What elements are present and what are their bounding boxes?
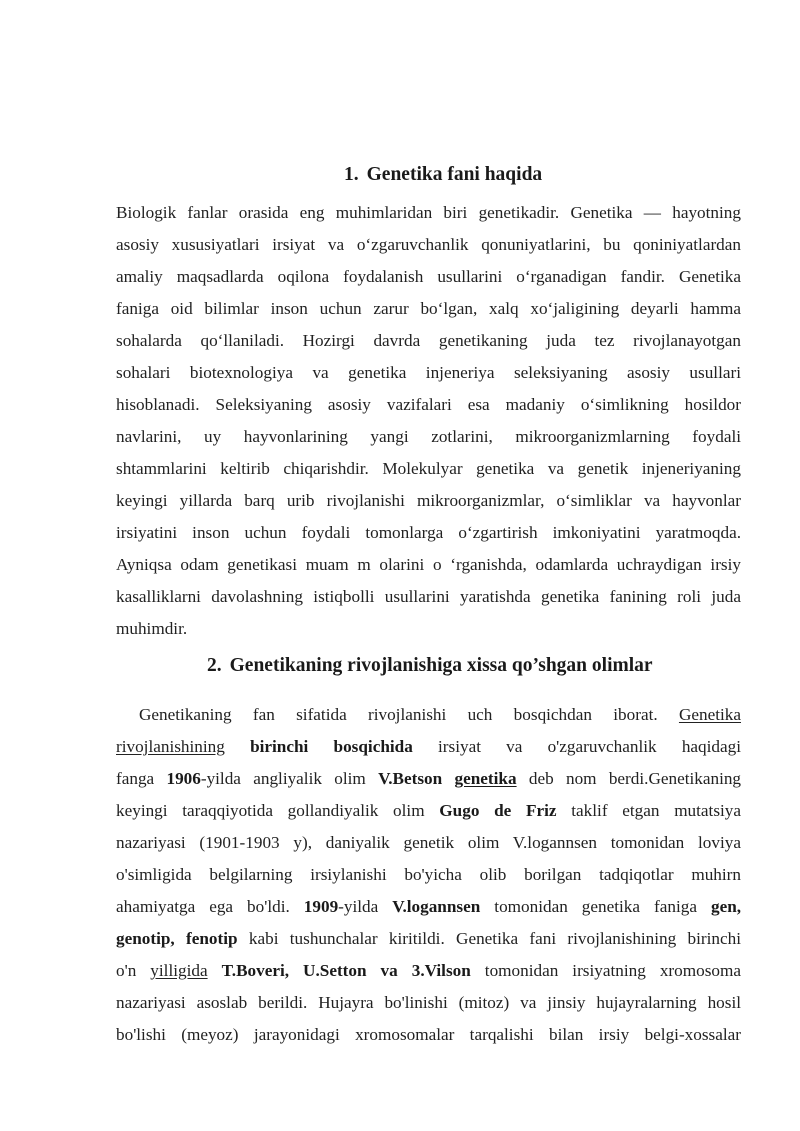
paragraph-2-line: o'simligida belgilarning irsiylanishi bo'yicha olib borilgan tadqiqotlar muhirn xyxy=(116,865,741,884)
paragraph-2-line: nazariyasi asoslab berildi. Hujayra bo'linishi (mitoz) va jinsiy hujayralarning hosil xyxy=(116,993,741,1012)
paragraph-2-line xyxy=(116,801,741,821)
text-run: kabi tushunchalar kiritildi. Genetika fani rivojlanishining birinchi xyxy=(248,929,741,948)
paragraph-1-line: Biologik fanlar orasida eng muhimlaridan biri genetikadir. Genetika — hayotning xyxy=(116,203,741,222)
paragraph-2-line: nazariyasi (1901-1903 y), daniyalik genetik olim V.logannsen tomonidan loviya xyxy=(116,833,741,852)
paragraph-1-line: shtammlarini keltirib chiqarishdir. Molekulyar genetika va genetik injeneriyaning xyxy=(116,459,741,478)
underlined-term: rivojlanishining xyxy=(116,737,225,756)
section-2-title: Genetikaning rivojlanishiga xissa qo’shgan olimlar xyxy=(229,655,653,676)
paragraph-2-line xyxy=(139,705,741,725)
paragraph-1-line: kasalliklarni davolashning istiqbolli usullarini yaratishda genetika fanining roli juda xyxy=(116,587,741,606)
paragraph-2-line xyxy=(116,737,741,757)
paragraph-1-line: amaliy maqsadlarda oqilona foydalanish usullarini oʻrganadigan fandir. Genetika xyxy=(116,267,741,286)
section-1-number: 1. xyxy=(344,164,359,185)
text-run: deb nom berdi.Genetikaning xyxy=(528,769,742,788)
text-run: keyingi taraqqiyotida gollandiyalik olim xyxy=(116,801,425,820)
paragraph-1-line: sohalari biotexnologiya va genetika injeneriya seleksiyaning asosiy usullari xyxy=(116,363,741,382)
paragraph-1-line: muhimdir. xyxy=(116,619,188,638)
text-run: Genetikaning fan sifatida rivojlanishi uch bosqichdan iborat. xyxy=(139,705,658,724)
text-run: ahamiyatga ega bo'ldi. xyxy=(116,897,290,916)
paragraph-1-line: Ayniqsa odam genetikasi muam m olarini o ‘rganishda, odamlarda uchraydigan irsiy xyxy=(116,555,741,574)
paragraph-2-line: bo'lishi (meyoz) jarayonidagi xromosomalar tarqalishi bilan irsiy belgi-xossalar xyxy=(116,1025,741,1044)
text-run: o'n xyxy=(116,961,137,980)
bold-year: 1906 xyxy=(166,769,201,788)
paragraph-1-line: sohalarda qoʻllaniladi. Hozirgi davrda genetikaning juda tez rivojlanayotgan xyxy=(116,331,741,350)
paragraph-1-line: irsiyatini inson uchun foydali tomonlarga oʻzgartirish imkoniyatini yaratmoqda. xyxy=(116,523,741,542)
paragraph-1-line: navlarini, uy hayvonlarining yangi zotlarini, mikroorganizmlarning foydali xyxy=(116,427,741,446)
text-run: -yilda angliyalik olim xyxy=(200,769,366,788)
paragraph-1-line: keyingi yillarda barq urib rivojlanishi mikroorganizmlar, oʻsimliklar va hayvonlar xyxy=(116,491,741,510)
paragraph-1-line: faniga oid bilimlar inson uchun zarur boʻlgan, xalq xoʻjaligining deyarli hamma xyxy=(116,299,741,318)
paragraph-1-line: asosiy xususiyatlari irsiyat va oʻzgaruvchanlik qonuniyatlarini, bu qoniniyatlardan xyxy=(116,235,741,254)
section-1-title: Genetika fani haqida xyxy=(366,164,543,185)
bold-scientist-name: V.logannsen xyxy=(392,897,481,916)
section-2-heading xyxy=(207,655,653,677)
bold-term: gen, xyxy=(710,897,742,916)
bold-term: birinchi bosqichida xyxy=(250,737,413,756)
bold-underlined-term: genetika xyxy=(454,769,517,788)
underlined-term: Genetika xyxy=(678,705,741,724)
section-1-heading xyxy=(344,164,542,186)
bold-term: genotip, fenotip xyxy=(116,929,238,948)
text-run: taklif etgan mutatsiya xyxy=(571,801,742,820)
paragraph-2-line xyxy=(116,769,741,789)
bold-scientist-name: Gugo de Friz xyxy=(439,801,557,820)
paragraph-1-line: hisoblanadi. Seleksiyaning asosiy vazifalari esa madaniy oʻsimlikning hosildor xyxy=(116,395,741,414)
bold-year: 1909 xyxy=(303,897,339,916)
text-run: irsiyat va o'zgaruvchanlik haqidagi xyxy=(438,737,742,756)
underlined-term: yilligida xyxy=(150,961,208,980)
text-run: tomonidan genetika faniga xyxy=(494,897,697,916)
paragraph-2-line xyxy=(116,897,741,917)
text-run: tomonidan irsiyatning xromosoma xyxy=(484,961,741,980)
bold-scientist-name: V.Betson xyxy=(378,769,443,788)
paragraph-2-line xyxy=(116,929,741,949)
paragraph-2-line xyxy=(116,961,741,981)
text-run: -yilda xyxy=(338,897,379,916)
text-run: fanga xyxy=(116,769,155,788)
section-2-number: 2. xyxy=(207,655,222,676)
bold-scientist-names: T.Boveri, U.Setton va 3.Vilson xyxy=(221,961,471,980)
